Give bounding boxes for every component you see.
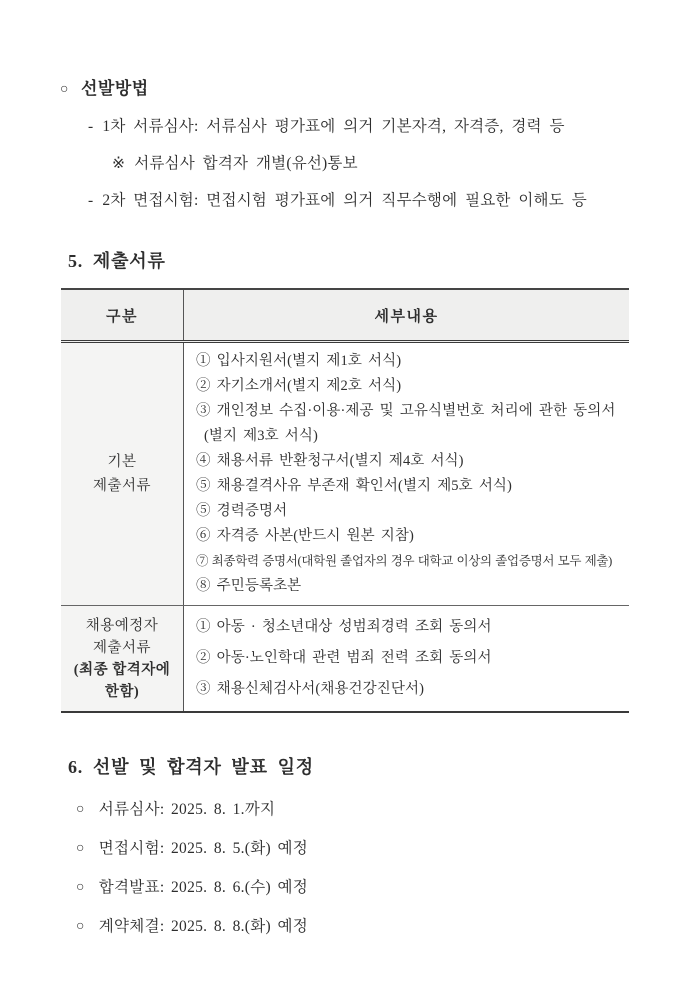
method-item-text: 1차 서류심사: 서류심사 평가표에 의거 기본자격, 자격증, 경력 등 xyxy=(102,118,565,135)
category-cell-basic xyxy=(61,342,184,606)
document-item: ② 아동·노인학대 관련 범죄 전력 조회 동의서 xyxy=(196,650,492,666)
selection-method-heading xyxy=(60,74,642,99)
schedule-item-text: 합격발표: 2025. 8. 6.(수) 예정 xyxy=(98,879,309,896)
method-item-second-round xyxy=(60,192,642,210)
detail-cell-final-candidates xyxy=(184,606,630,713)
dash-marker: - xyxy=(88,192,94,209)
circle-bullet-icon: ○ xyxy=(76,802,85,817)
schedule-item-text: 면접시험: 2025. 8. 5.(화) 예정 xyxy=(98,840,309,857)
document-item: ⑥ 자격증 사본(반드시 원본 지참) xyxy=(196,528,414,544)
schedule-item-announcement xyxy=(60,878,642,899)
schedule-item-text: 서류심사: 2025. 8. 1.까지 xyxy=(98,801,276,818)
circle-bullet-icon: ○ xyxy=(76,880,85,895)
category-line-bold: 한함) xyxy=(104,683,140,700)
circle-bullet-icon: ○ xyxy=(60,82,69,97)
category-line: 채용예정자 xyxy=(85,617,159,634)
category-line-bold: (최종 합격자에 xyxy=(73,661,171,678)
document-item: ⑤ 경력증명서 xyxy=(196,503,288,519)
method-note-text: 서류심사 합격자 개별(유선)통보 xyxy=(134,155,358,172)
selection-method-section xyxy=(60,74,642,210)
table-row xyxy=(61,606,629,713)
selection-method-heading-text: 선발방법 xyxy=(80,79,149,98)
document-item: ⑧ 주민등록초본 xyxy=(196,578,302,594)
document-item: ④ 채용서류 반환청구서(별지 제4호 서식) xyxy=(196,453,464,469)
schedule-item-screening xyxy=(60,800,642,821)
document-item: ① 아동 · 청소년대상 성범죄경력 조회 동의서 xyxy=(196,619,492,635)
category-line: 기본 xyxy=(107,454,137,470)
document-item: ② 자기소개서(별지 제2호 서식) xyxy=(196,378,402,394)
table-row xyxy=(61,342,629,606)
document-item: ③ 개인정보 수집·이용·제공 및 고유식별번호 처리에 관한 동의서 xyxy=(196,403,616,419)
dash-marker: - xyxy=(88,118,94,135)
category-line: 제출서류 xyxy=(92,478,152,494)
method-item-first-round xyxy=(60,118,642,136)
document-item: ⑦ 최종학력 증명서(대학원 졸업자의 경우 대학교 이상의 졸업증명서 모두 제출) xyxy=(196,554,613,568)
schedule-item-interview xyxy=(60,839,642,860)
document-item: ③ 채용신체검사서(채용건강진단서) xyxy=(196,681,424,697)
document-item: ⑤ 채용결격사유 부존재 확인서(별지 제5호 서식) xyxy=(196,478,512,494)
category-line: 제출서류 xyxy=(92,639,152,656)
category-cell-final-candidates xyxy=(61,606,184,713)
section5-heading: 5. 제출서류 xyxy=(68,251,166,271)
document-item: ① 입사지원서(별지 제1호 서식) xyxy=(196,353,402,369)
method-item-text: 2차 면접시험: 면접시험 평가표에 의거 직무수행에 필요한 이해도 등 xyxy=(102,192,587,209)
detail-cell-basic xyxy=(184,342,630,606)
method-item-note xyxy=(60,155,642,173)
document-item-continuation: (별지 제3호 서식) xyxy=(204,428,318,444)
documents-table xyxy=(61,288,629,713)
circle-bullet-icon: ○ xyxy=(76,919,85,934)
table-header-row xyxy=(61,289,629,342)
schedule-item-contract xyxy=(60,917,642,938)
section6-heading: 6. 선발 및 합격자 발표 일정 xyxy=(68,757,314,777)
schedule-item-text: 계약체결: 2025. 8. 8.(화) 예정 xyxy=(98,918,309,935)
schedule-section xyxy=(60,800,642,938)
column-header-category: 구분 xyxy=(61,289,184,342)
reference-mark-icon: ※ xyxy=(112,155,126,172)
circle-bullet-icon: ○ xyxy=(76,841,85,856)
column-header-detail: 세부내용 xyxy=(184,289,630,342)
